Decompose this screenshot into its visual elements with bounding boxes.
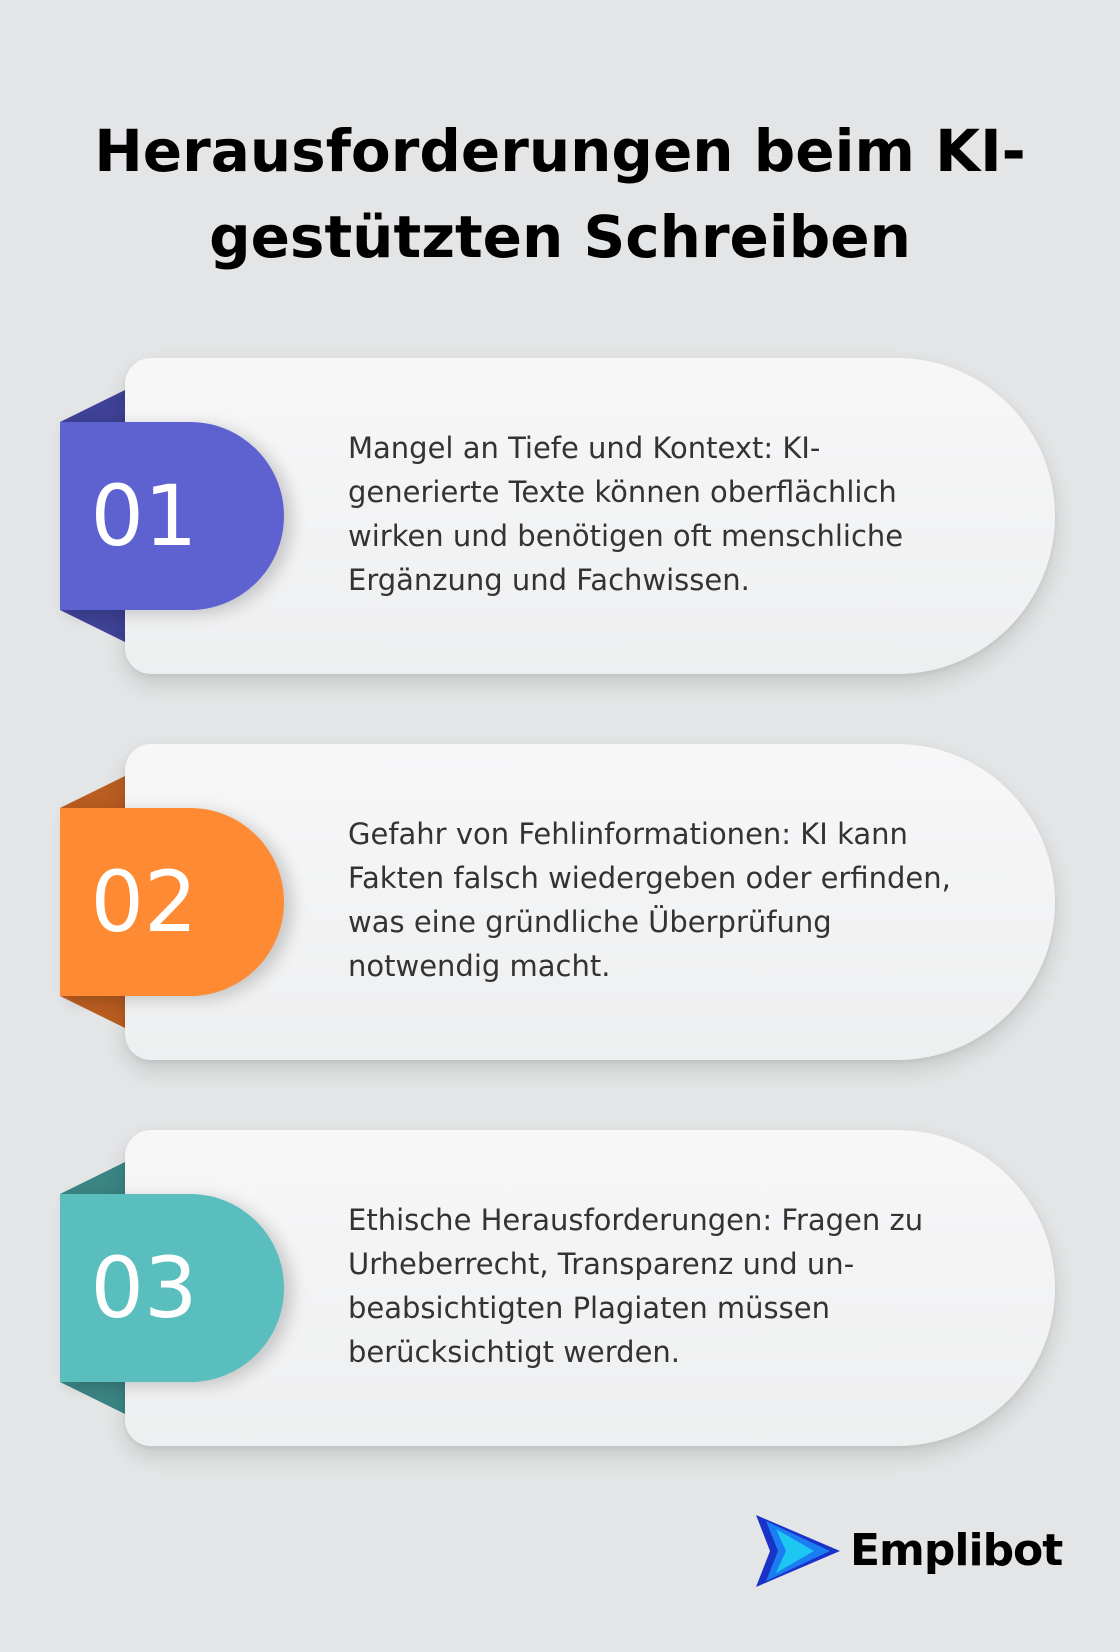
card-description: Ethische Herausforderungen: Fragen zu Urheberrecht, Transparenz und un-beabsichtigten Plagiaten müssen berücksichtigt werden. (348, 1203, 924, 1369)
badge-number: 01 (90, 467, 198, 565)
ribbon-fold-top (60, 776, 125, 808)
ribbon-fold-top (60, 390, 125, 422)
card-description: Gefahr von Fehlinformationen: KI kann Fakten falsch wiedergeben oder erfinden, was eine gründliche Überprüfung notwendig macht. (348, 817, 951, 983)
badge-number: 02 (90, 853, 198, 951)
brand-name: Emplibot (850, 1525, 1063, 1576)
challenge-card-1 (0, 330, 1120, 660)
brand-logo (756, 1515, 1066, 1587)
badge-number: 03 (90, 1239, 198, 1337)
play-arrow-logo-icon (756, 1515, 840, 1587)
card-description: Mangel an Tiefe und Kontext: KI-generierte Texte können oberflächlich wirken und benötigen oft menschliche Ergänzung und Fachwissen. (348, 431, 904, 597)
challenge-card-3 (0, 1102, 1120, 1432)
page-title: Herausforderungen beim KI-gestützten Schreiben (94, 117, 1026, 271)
ribbon-fold-bottom (60, 996, 125, 1028)
ribbon-fold-bottom (60, 610, 125, 642)
ribbon-fold-top (60, 1162, 125, 1194)
ribbon-fold-bottom (60, 1382, 125, 1414)
challenge-card-2 (0, 716, 1120, 1046)
